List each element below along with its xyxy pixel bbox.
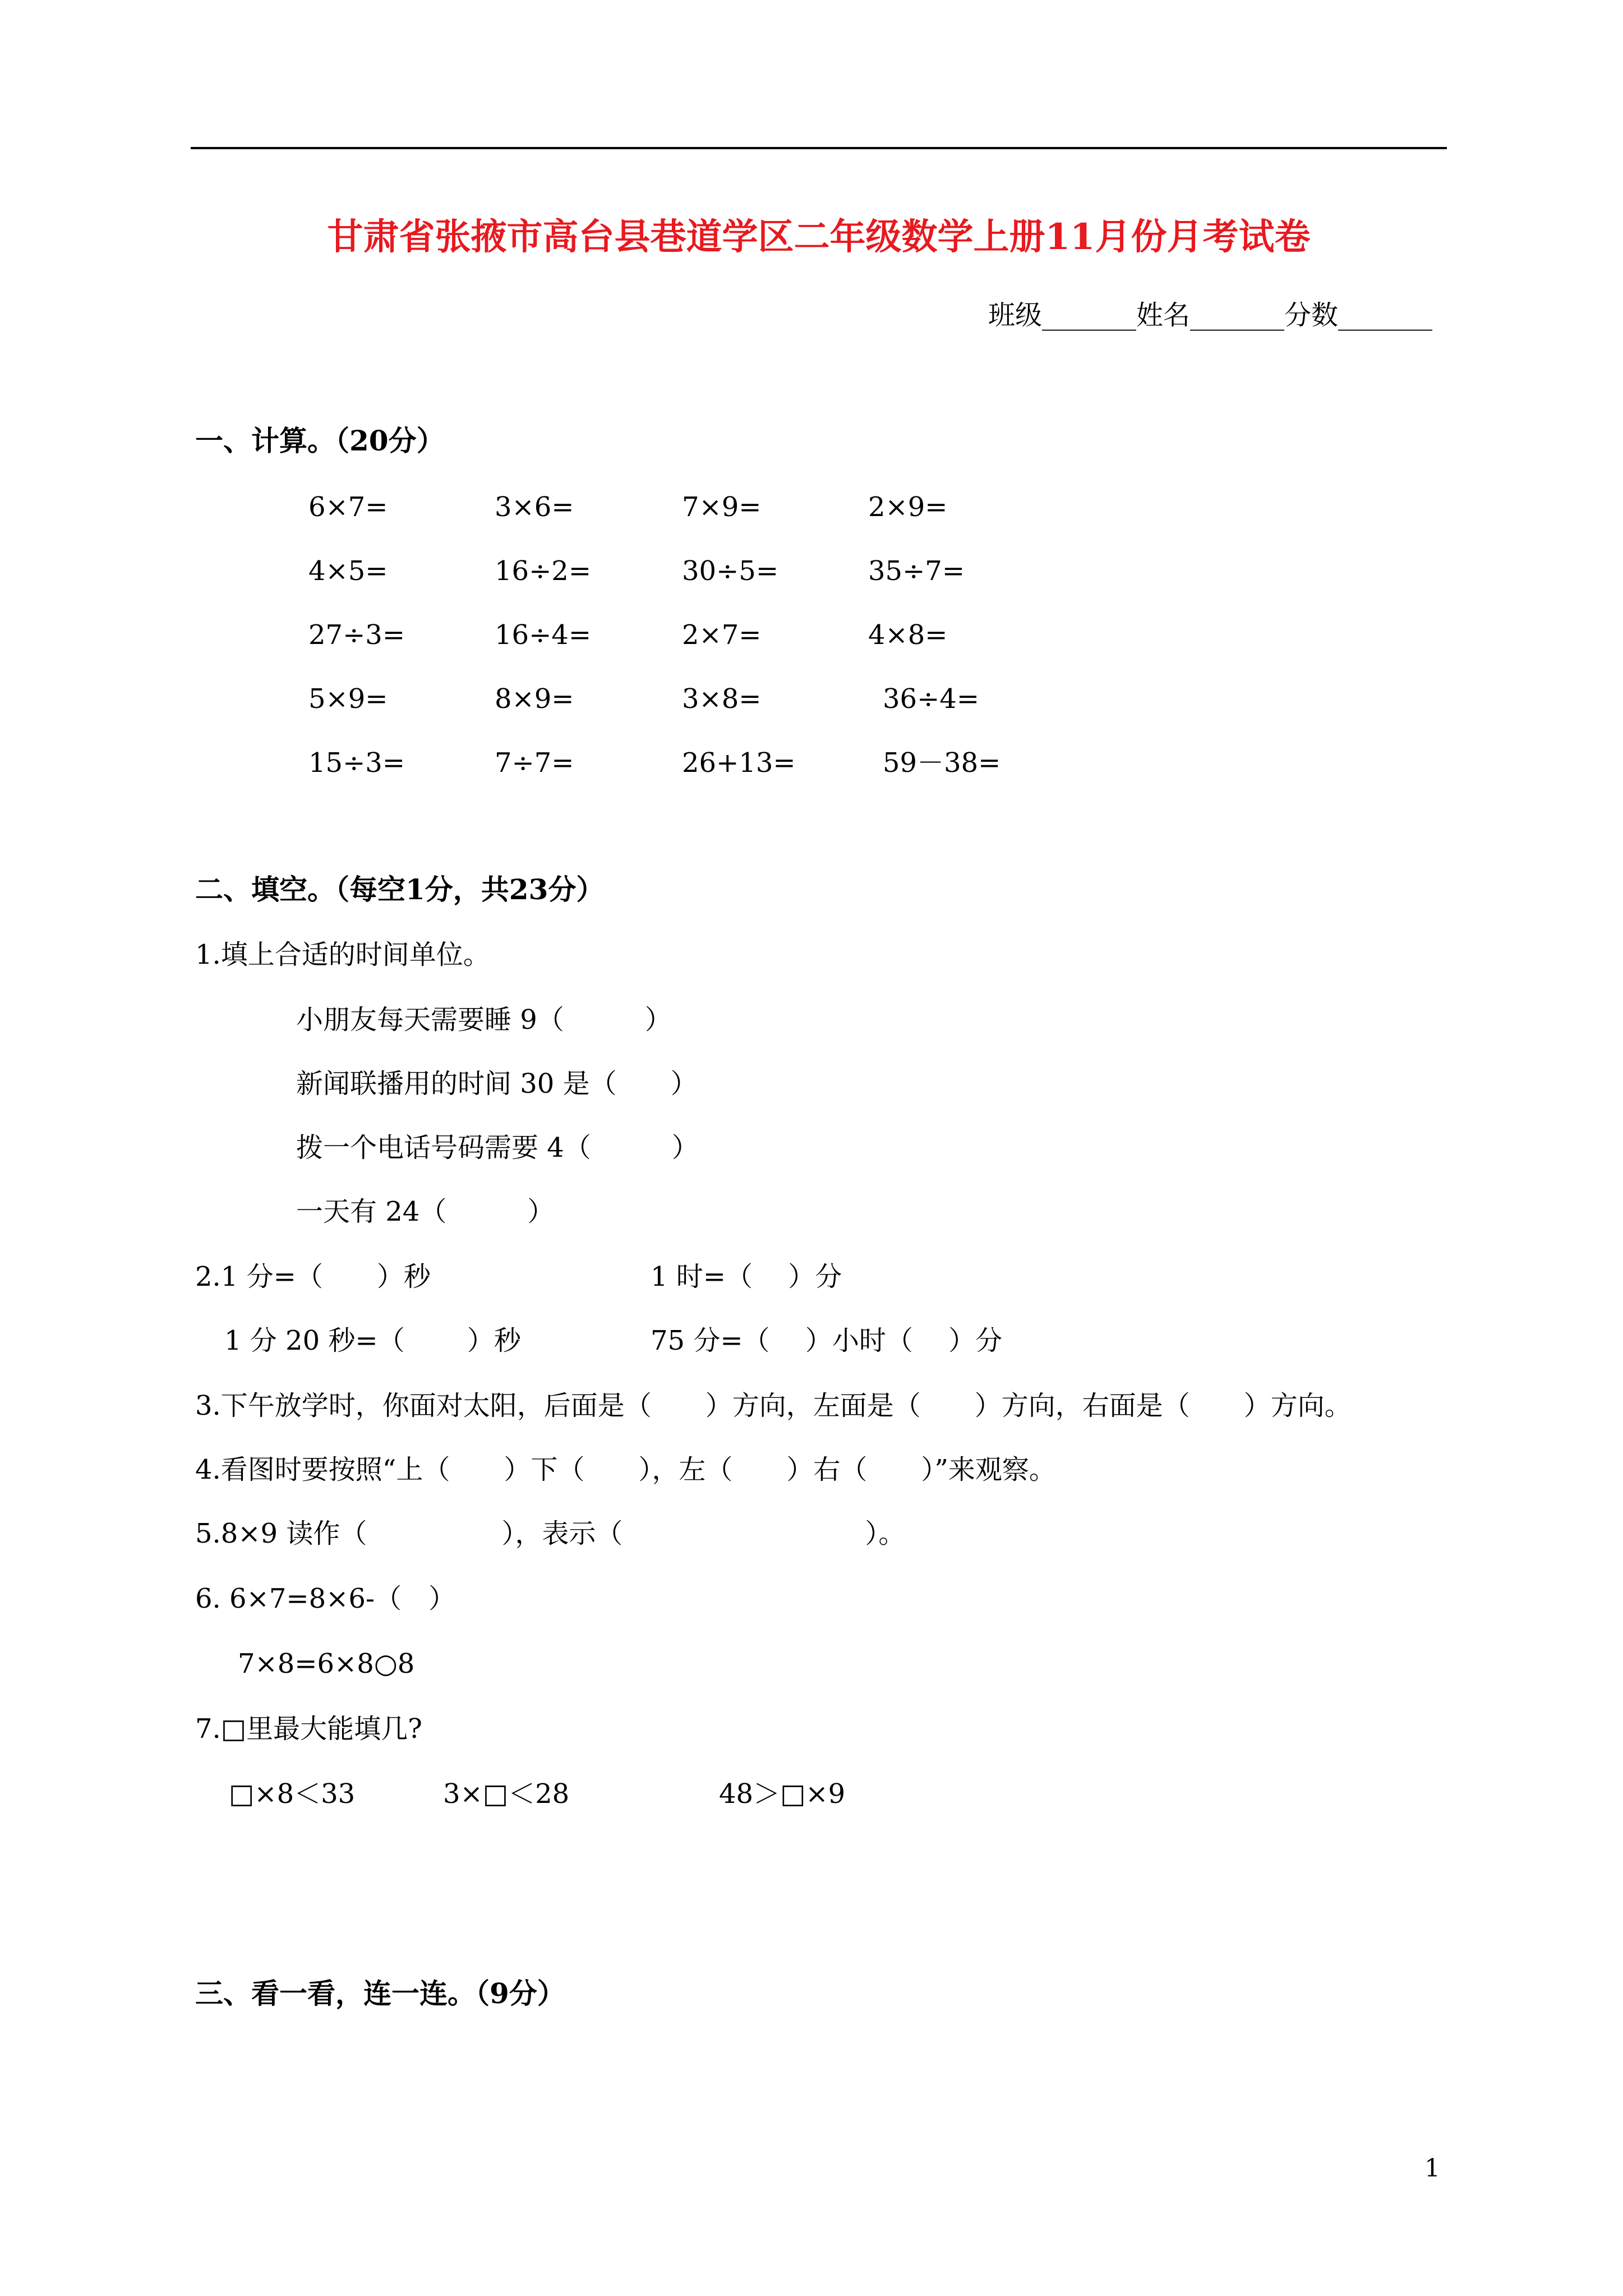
- question-6-part-b: 7×8=6×8○8: [238, 1648, 415, 1680]
- calc-item: 16÷2=: [495, 555, 592, 587]
- question-1-item: 一天有 24（ ）: [296, 1196, 555, 1227]
- calc-item: 27÷3=: [308, 619, 405, 651]
- calc-item: 26+13=: [682, 747, 796, 779]
- header-rule: [191, 147, 1447, 149]
- question-2-part-c: 1 分 20 秒=（ ）秒: [224, 1325, 521, 1356]
- calc-item: 7÷7=: [495, 747, 574, 779]
- calc-item: 6×7=: [308, 491, 388, 523]
- calc-item: 7×9=: [682, 491, 762, 523]
- question-4: 4.看图时要按照“上（ ）下（ ），左（ ）右（ ）”来观察。: [195, 1454, 1056, 1485]
- question-7-part-b: 3×□＜28: [443, 1778, 570, 1810]
- question-2-part-d: 75 分=（ ）小时（ ）分: [651, 1325, 1003, 1356]
- question-1-heading: 1.填上合适的时间单位。: [195, 939, 490, 970]
- calc-item: 4×5=: [308, 555, 388, 587]
- question-7-part-a: □×8＜33: [229, 1778, 356, 1810]
- calc-item: 3×8=: [682, 683, 762, 715]
- question-2-part-a: 2.1 分=（ ）秒: [195, 1261, 431, 1292]
- calc-item: 36÷4=: [883, 683, 980, 715]
- question-7-part-c: 48＞□×9: [719, 1778, 846, 1810]
- calc-item: 35÷7=: [868, 555, 965, 587]
- question-2-part-b: 1 时=（ ）分: [651, 1261, 842, 1292]
- question-5: 5.8×9 读作（ ），表示（ ）。: [195, 1518, 906, 1549]
- section-heading-calculation: 一、计算。（20分）: [195, 424, 445, 457]
- section-heading-match: 三、看一看，连一连。（9分）: [195, 1977, 565, 2010]
- calc-item: 8×9=: [495, 683, 574, 715]
- calc-item: 2×7=: [682, 619, 762, 651]
- section-heading-fill-in: 二、填空。（每空1分，共23分）: [195, 873, 605, 906]
- student-info-line: 班级_______姓名_______分数_______: [988, 300, 1432, 331]
- calc-item: 5×9=: [308, 683, 388, 715]
- question-1-item: 拨一个电话号码需要 4（ ）: [296, 1132, 699, 1163]
- question-1-item: 新闻联播用的时间 30 是（ ）: [296, 1068, 698, 1099]
- page-number: 1: [1424, 2154, 1440, 2183]
- calc-item: 4×8=: [868, 619, 948, 651]
- question-6-part-a: 6. 6×7=8×6-（ ）: [195, 1583, 456, 1614]
- question-1-item: 小朋友每天需要睡 9（ ）: [296, 1004, 672, 1036]
- question-7-heading: 7.□里最大能填几?: [195, 1713, 422, 1745]
- calc-item: 59－38=: [883, 747, 1001, 779]
- calc-item: 16÷4=: [495, 619, 592, 651]
- calc-item: 15÷3=: [308, 747, 405, 779]
- question-3: 3.下午放学时，你面对太阳，后面是（ ）方向，左面是（ ）方向，右面是（ ）方向。: [195, 1390, 1352, 1421]
- calc-item: 2×9=: [868, 491, 948, 523]
- calc-item: 3×6=: [495, 491, 574, 523]
- exam-title: 甘肃省张掖市高台县巷道学区二年级数学上册11月份月考试卷: [327, 216, 1311, 258]
- calc-item: 30÷5=: [682, 555, 779, 587]
